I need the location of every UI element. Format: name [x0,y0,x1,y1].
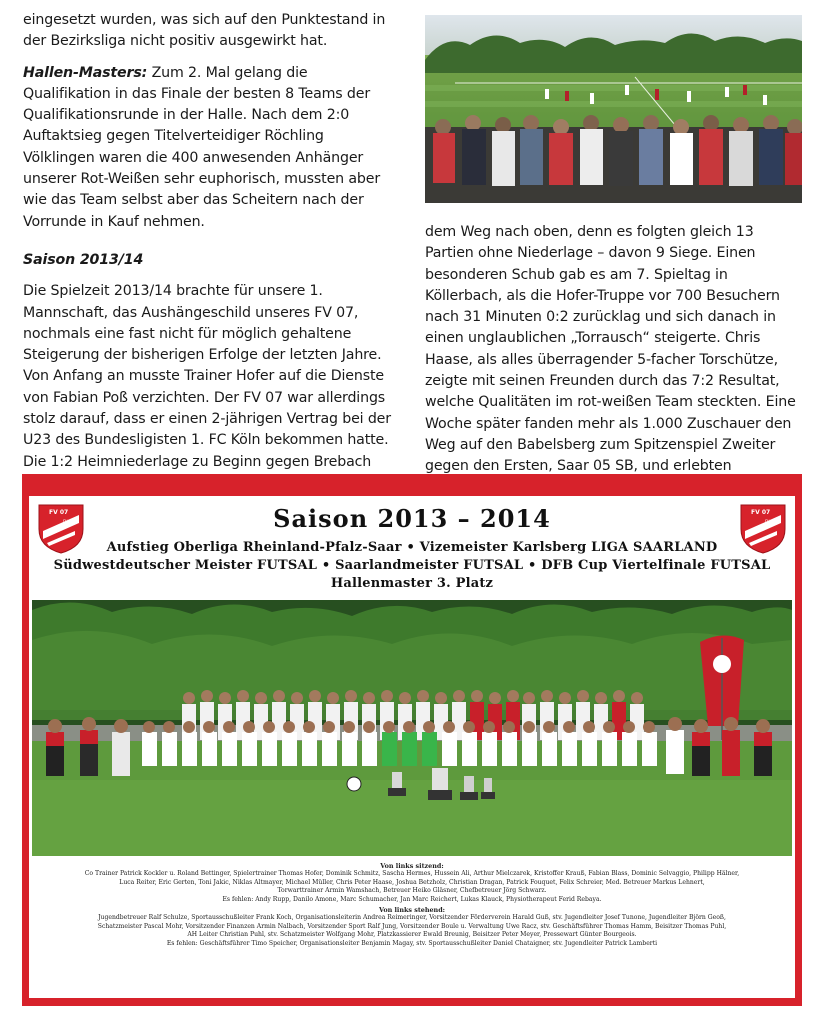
caption-standing-heading: Von links stehend: [378,906,446,915]
crest-left-text: FV 07 [49,509,69,516]
team-photo-illustration [32,600,792,856]
caption-standing-line: Es fehlen: Geschäftsführer Timo Speicher, Organisationsleiter Benjamin Magay, stv. Sportausschußleiter Daniel Chataigner, stv. Jugendleiter Patrick Lamberti [166,939,658,947]
team-photo [32,600,792,856]
poster-title: Saison 2013 – 2014 [273,504,551,533]
spectators [425,115,802,203]
paragraph-saison: Die Spielzeit 2013/14 brachte für unsere 1. Mannschaft, das Aushängeschild unseres FV 07, nochmals eine fast nicht für möglich gehaltene Steigerung der bisherigen Erfolge der letzten Jahre. Von Anfang an musste Trainer Hofer auf die Dienste von Fabian Poß verzichten. Der FV 07 war allerdings stolz darauf, dass er einen 2-jährigen Vertrag bei der U23 des Bundesligisten 1. FC Köln bekommen hatte. Die 1:2 Heimniederlage zu Beginn gegen Brebach [23,283,391,470]
poster-achievements-line-2: Südwestdeutscher Meister FUTSAL • Saarlandmeister FUTSAL • DFB Cup Viertelfinale FUTSAL [53,558,771,573]
poster-achievements-line-3: Hallenmaster 3. Platz [330,576,494,591]
caption-standing-line: Jugendbetreuer Ralf Schulze, Sportausschußleiter Frank Koch, Organisationsleiterin Andrea Reimeringer, Vorsitzender Förderverein Harald Guß, stv. Jugendleiter Josef Tunone, Jugendleiter Björn Geoß, [98,914,726,922]
crest-right-text: FV 07 [751,509,771,516]
crest-right-sub: Dieffen [765,520,782,525]
poster-inner [29,496,795,998]
stadium-crowd-photo [425,15,802,203]
crest-left-sub: Dieffen [63,520,80,525]
caption-sitting-heading: Von links sitzend: [380,862,444,870]
text-hallen-masters: Zum 2. Mal gelang die Qualifikation in das Finale der besten 8 Teams der Qualifikationsrunde in der Halle. Nach dem 2:0 Auftaktsieg gegen Titelverteidiger Röchling Völklingen waren die 400 anwesenden Anhänger unserer Rot-Weißen sehr euphorisch, mussten aber wie das Team selbst aber das Scheitern nach der Vorrunde in Kauf nehmen. [23,64,381,230]
caption-standing-line: Schatzmeister Pascal Mohr, Vorsitzender Finanzen Armin Nalbach, Vorsitzender Sport Ralf Jung, Vorsitzender Boule u. Verwaltung Uwe Racz, stv. Geschäftsführer Thomas Hamm, Beisitzer Thomas Puhl, [97,922,727,930]
caption-sitting-line: Luca Reiter, Eric Gerten, Toni Jakic, Niklas Altmayer, Michael Müller, Chris Peter Haase, Joshua Betzholz, Christian Dragan, Patrick Fouquet, Felix Schreier, Med. Betreuer Markus Lehnert, [119,878,705,886]
caption-standing-line: AH Leiter Christian Puhl, stv. Schatzmeister Wolfgang Mohr, Platzkassierer Ewald Breunig, Beisitzer Peter Meyer, Pressewart Günter Bourgeois. [187,931,637,939]
paragraph-weg-nach-oben: dem Weg nach oben, denn es folgten gleich 13 Partien ohne Niederlage – davon 9 Siege. Einen besonderen Schub gab es am 7. Spieltag in Köllerbach, als die Hofer-Truppe vor 700 Besuchern nach 31 Minuten 0:2 zurücklag und sich danach in einen unglaublichen „Torrausch“ steigerte. Chris Haase, als alles überragender 5-facher Torschütze, zeigte mit seinen Freunden durch das 7:2 Resultat, welche Qualitäten im rot-weißen Team steckten. Eine Woche später fanden mehr als 1.000 Zuschauer den Weg auf den Babelsberg zum Spitzenspiel Zweiter gegen den Ersten, Saar 05 SB, und erlebten [425,224,796,475]
heading-saison: Saison 2013/14 [23,251,144,268]
caption-sitting-line: Torwarttrainer Armin Wamshach, Betreuer Heiko Gläsner, Chefbetreuer Jörg Schwarz. [277,887,547,895]
season-poster [22,474,802,1006]
caption-sitting-line: Es fehlen: Andy Rupp, Danilo Amone, Marc Schumacher, Jan Marc Reichert, Lukas Klauck, Physiotherapeut Ferid Rebaya. [222,895,602,903]
photo-captions [29,862,795,948]
paragraph-hallen-masters [23,63,398,233]
paragraph-punktestand: eingesetzt wurden, was sich auf den Punktestand in der Bezirksliga nicht positiv ausgewirkt hat. [23,12,386,50]
stadium-crowd-illustration [425,15,802,203]
right-text-column [425,222,803,478]
heading-hallen-masters: Hallen-Masters: [23,64,148,81]
left-text-column [23,10,398,494]
caption-sitting-line: Co Trainer Patrick Kockler u. Roland Bettinger, Spielertrainer Thomas Hofer, Dominik Schmitz, Sascha Hermes, Hussein Ali, Arthur Mielczarek, Kristoffer Krauß, Fabian Blass, Dominic Selvaggio, Philipp Hälner, [84,870,740,878]
poster-achievements-line-1: Aufstieg Oberliga Rheinland-Pfalz-Saar • Vizemeister Karlsberg LIGA SAARLAND [106,540,718,555]
